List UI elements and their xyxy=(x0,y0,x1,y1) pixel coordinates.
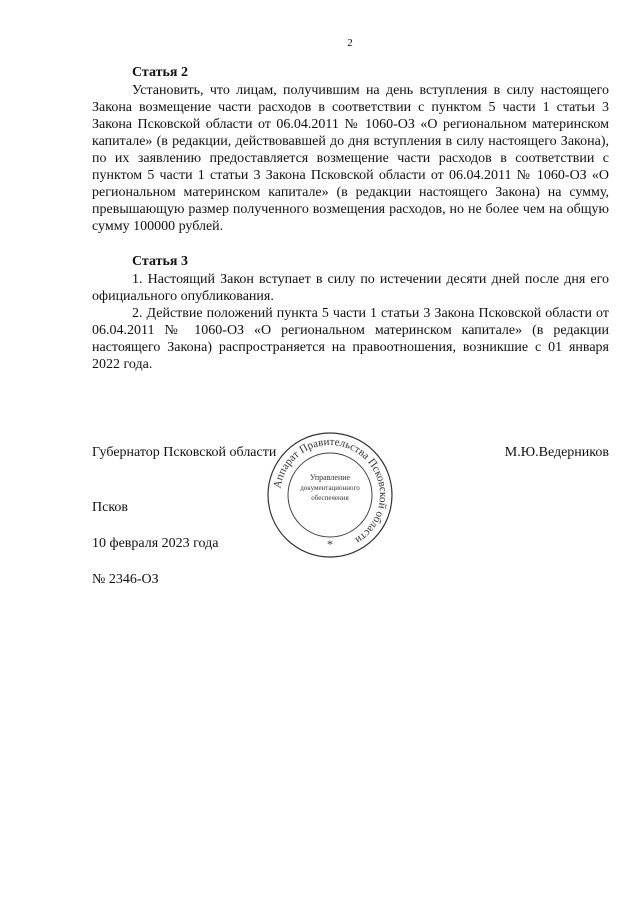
seal-inner-line-1: Управление xyxy=(309,473,351,482)
seal-icon xyxy=(265,430,395,560)
article-3-item-2: 2. Действие положений пункта 5 части 1 статьи 3 Закона Псковской области от 06.04.2011 № 1060-ОЗ «О региональном материнском капитале» (в редакции настоящего Закона) распространяется на правоотношения, возникшие с 01 января 2022 года. xyxy=(92,306,609,372)
article-2-text: Установить, что лицам, получившим на день вступления в силу настоящего Закона возмещение части расходов в соответствии с пунктом 5 части 1 статьи 3 Закона Псковской области от 06.04.2011 № 1060-ОЗ «О региональном материнском капитале» (в редакции, действовавшей до дня вступления в силу настоящего Закона), по их заявлению предоставляется возмещение части расходов в соответствии с пунктом 5 части 1 статьи 3 Закона Псковской области от 06.04.2011 № 1060-ОЗ «О региональном материнском капитале» (в редакции настоящего Закона) на сумму, превышающую размер полученного возмещения расходов, но не более чем на общую сумму 100000 рублей. xyxy=(92,83,609,234)
seal-outer-text: Аппарат Правительства Псковской области xyxy=(271,435,390,547)
seal-inner-line-2: документационного xyxy=(300,484,360,492)
signatory-name: М.Ю.Ведерников xyxy=(504,445,609,460)
signing-date: 10 февраля 2023 года xyxy=(92,536,219,551)
official-seal-stamp xyxy=(265,430,395,560)
article-3-item-1: 1. Настоящий Закон вступает в силу по истечении десяти дней после дня его официального опубликования. xyxy=(92,272,609,304)
seal-star-icon: * xyxy=(327,537,333,551)
page-number: 2 xyxy=(347,37,353,49)
article-3-heading: Статья 3 xyxy=(132,254,188,269)
signing-place: Псков xyxy=(92,500,129,515)
seal-inner-line-3: обеспечения xyxy=(311,494,349,502)
law-number: № 2346-ОЗ xyxy=(92,572,159,587)
article-2-heading: Статья 2 xyxy=(132,65,188,80)
signatory-position: Губернатор Псковской области xyxy=(92,445,277,460)
document-body xyxy=(92,64,609,373)
